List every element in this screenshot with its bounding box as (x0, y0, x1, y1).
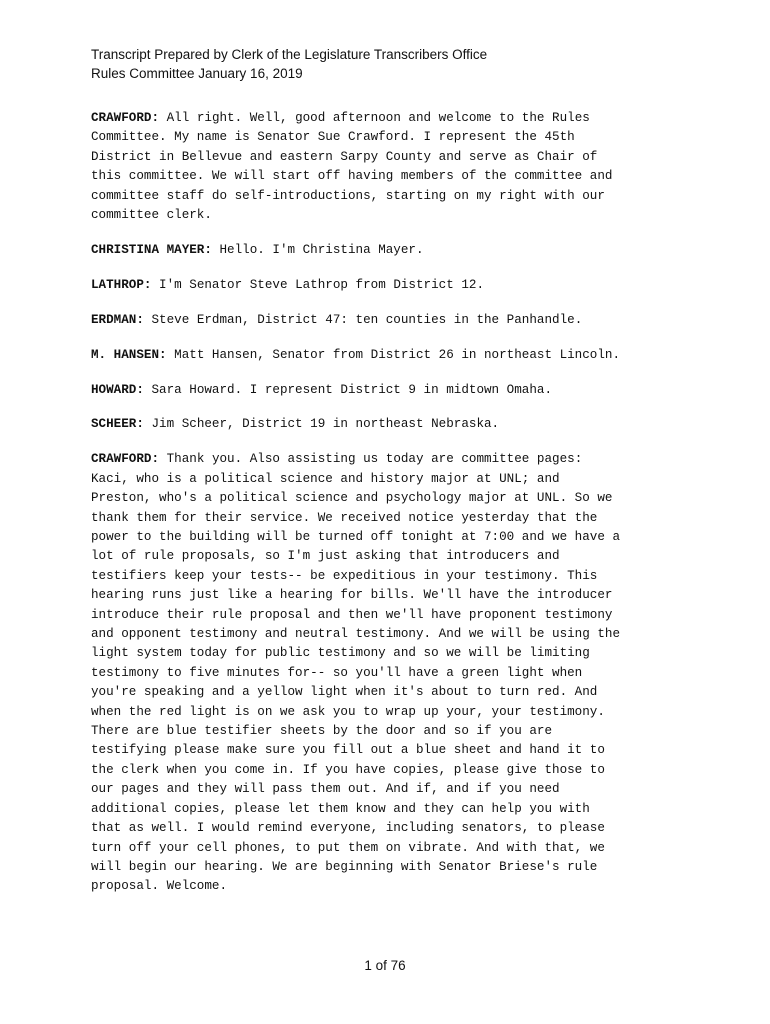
line-text: I'm Senator Steve Lathrop from District 12. (159, 277, 485, 292)
line-text: testifying please make sure you fill out a blue sheet and hand it to (91, 743, 605, 758)
transcript-line (91, 625, 691, 644)
line-text: proposal. Welcome. (91, 879, 228, 894)
transcript-line (91, 683, 691, 702)
line-text: Hello. I'm Christina Mayer. (219, 242, 424, 257)
transcript-line (91, 276, 691, 295)
transcript-line (91, 780, 691, 799)
transcript-line (91, 148, 691, 167)
line-text: additional copies, please let them know and they can help you with (91, 801, 590, 816)
transcript-line (91, 381, 691, 400)
line-text: committee clerk. (91, 208, 212, 223)
transcript-line (91, 741, 691, 760)
transcript-line (91, 761, 691, 780)
speaker-name: HOWARD: (91, 382, 144, 397)
transcript-paragraph (91, 109, 691, 225)
transcript-line (91, 311, 691, 330)
transcript-line (91, 128, 691, 147)
speaker-name: CRAWFORD: (91, 452, 160, 467)
speaker-name: CHRISTINA MAYER: (91, 242, 212, 257)
transcript-line (91, 586, 691, 605)
line-text: when the red light is on we ask you to wrap up your, your testimony. (91, 704, 605, 719)
speaker-name: LATHROP: (91, 277, 152, 292)
line-text: Matt Hansen, Senator from District 26 in northeast Lincoln. (174, 347, 621, 362)
line-text: hearing runs just like a hearing for bills. We'll have the introducer (91, 588, 613, 603)
transcript-line (91, 167, 691, 186)
transcript-line (91, 644, 691, 663)
transcript-paragraph (91, 415, 691, 434)
line-text: turn off your cell phones, to put them on vibrate. And with that, we (91, 840, 605, 855)
transcript-line (91, 415, 691, 434)
transcript-line (91, 800, 691, 819)
line-text: our pages and they will pass them out. And if, and if you need (91, 782, 560, 797)
line-text: introduce their rule proposal and then we'll have proponent testimony (91, 607, 613, 622)
line-text: Kaci, who is a political science and history major at UNL; and (91, 471, 560, 486)
transcript-paragraph (91, 276, 691, 295)
line-text: this committee. We will start off having members of the committee and (91, 169, 613, 184)
transcript-line (91, 703, 691, 722)
transcript-line (91, 606, 691, 625)
speaker-name: M. HANSEN: (91, 347, 167, 362)
transcript-paragraph (91, 311, 691, 330)
line-text: testimony to five minutes for-- so you'll have a green light when (91, 665, 583, 680)
transcript-line (91, 839, 691, 858)
page-number: 1 of 76 (364, 958, 406, 973)
speaker-name: SCHEER: (91, 417, 144, 432)
transcript-line (91, 241, 691, 260)
line-text: Steve Erdman, District 47: ten counties in the Panhandle. (151, 312, 583, 327)
transcript-paragraph (91, 450, 691, 896)
line-text: There are blue testifier sheets by the door and so if you are (91, 724, 553, 739)
speaker-name: ERDMAN: (91, 312, 144, 327)
line-text: Jim Scheer, District 19 in northeast Nebraska. (151, 417, 500, 432)
line-text: Sara Howard. I represent District 9 in midtown Omaha. (151, 382, 553, 397)
line-text: will begin our hearing. We are beginning with Senator Briese's rule (91, 859, 598, 874)
transcript-line (91, 858, 691, 877)
transcript-line (91, 567, 691, 586)
transcript-line (91, 187, 691, 206)
line-text: light system today for public testimony and so we will be limiting (91, 646, 590, 661)
line-text: thank them for their service. We received notice yesterday that the (91, 510, 598, 525)
transcript-line (91, 206, 691, 225)
transcript-line (91, 528, 691, 547)
header-subtitle: Rules Committee January 16, 2019 (91, 66, 303, 81)
line-text: Preston, who's a political science and psychology major at UNL. So we (91, 491, 613, 506)
speaker-name: CRAWFORD: (91, 111, 160, 125)
line-text: power to the building will be turned off tonight at 7:00 and we have a (91, 530, 621, 544)
transcript-line (91, 346, 691, 365)
line-text: and opponent testimony and neutral testimony. And we will be using the (91, 627, 621, 642)
line-text: Committee. My name is Senator Sue Crawford. I represent the 45th (91, 130, 575, 145)
transcript-line (91, 509, 691, 528)
transcript-line (91, 450, 691, 469)
header-title: Transcript Prepared by Clerk of the Legislature Transcribers Office (91, 47, 488, 62)
transcript-paragraph (91, 346, 691, 365)
transcript-line (91, 109, 691, 128)
page-header (91, 45, 487, 83)
transcript-line (91, 877, 691, 896)
line-text: lot of rule proposals, so I'm just asking that introducers and (91, 549, 560, 564)
line-text: the clerk when you come in. If you have copies, please give those to (91, 762, 605, 777)
transcript-paragraph (91, 241, 691, 260)
transcript-body (91, 109, 691, 912)
line-text: that as well. I would remind everyone, including senators, to please (91, 821, 605, 836)
transcript-line (91, 547, 691, 566)
line-text: All right. Well, good afternoon and welcome to the Rules (166, 111, 590, 125)
transcript-line (91, 489, 691, 508)
line-text: testifiers keep your tests-- be expeditious in your testimony. This (91, 568, 598, 583)
transcript-line (91, 470, 691, 489)
transcript-paragraph (91, 381, 691, 400)
line-text: you're speaking and a yellow light when it's about to turn red. And (91, 685, 598, 700)
transcript-line (91, 819, 691, 838)
line-text: committee staff do self-introductions, starting on my right with our (91, 188, 605, 203)
transcript-line (91, 722, 691, 741)
line-text: District in Bellevue and eastern Sarpy County and serve as Chair of (91, 149, 598, 164)
transcript-line (91, 664, 691, 683)
line-text: Thank you. Also assisting us today are committee pages: (166, 452, 583, 467)
